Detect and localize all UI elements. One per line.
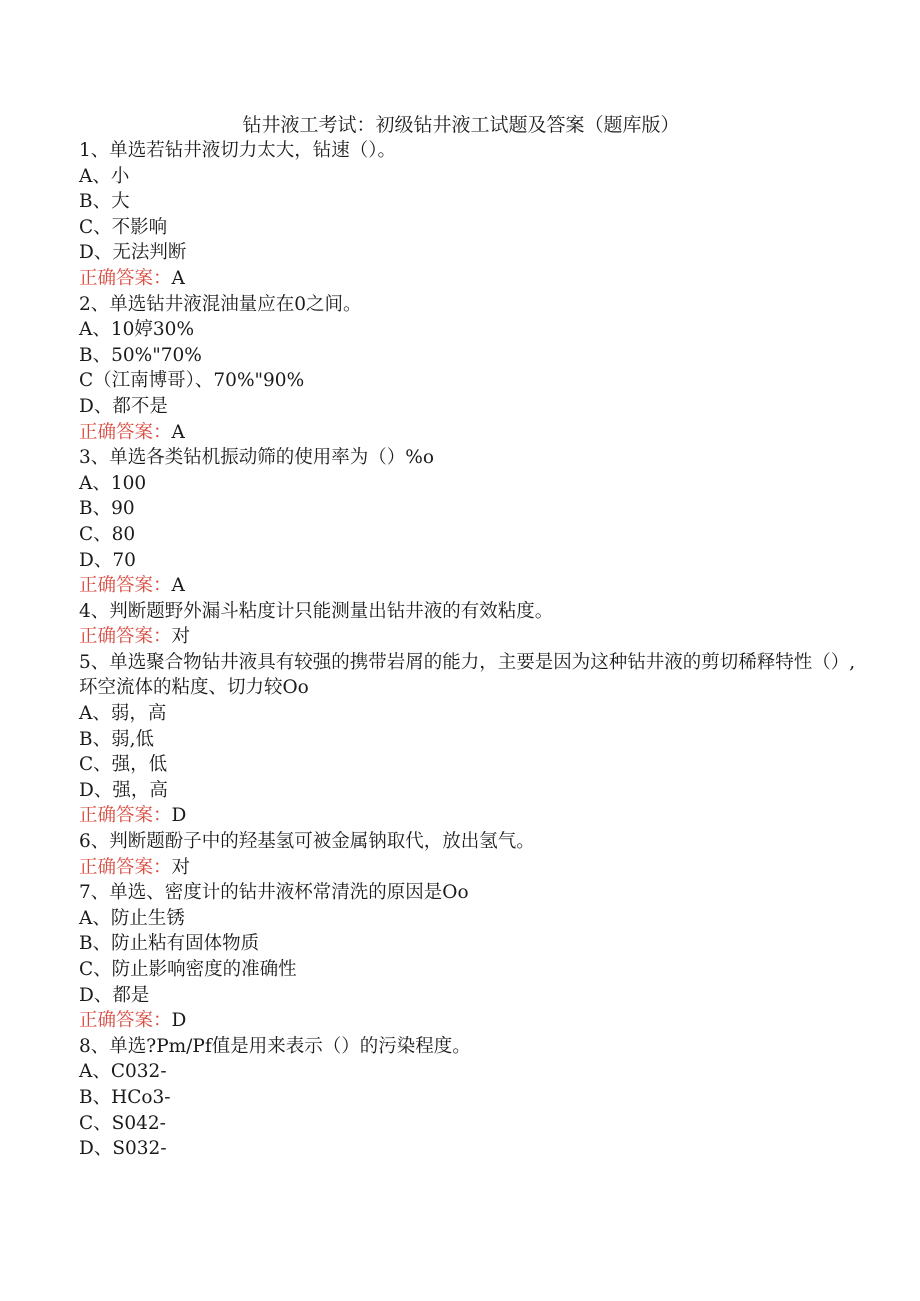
question-option: A、弱，高 <box>79 703 167 725</box>
question-stem: 8、单选?Pm/Pf值是用来表示（）的污染程度。 <box>79 1035 471 1057</box>
question-option: D、强，高 <box>79 779 168 801</box>
question-option: A、C032- <box>79 1061 167 1083</box>
correct-answer <box>79 624 859 650</box>
question-option: D、都是 <box>79 984 150 1006</box>
answer-label: 正确答案： <box>79 267 172 289</box>
answer-label: 正确答案： <box>79 856 172 878</box>
question-option: B、90 <box>79 498 135 520</box>
question-option: C、不影响 <box>79 216 168 238</box>
question-option: B、HCo3- <box>79 1086 171 1108</box>
question-stem: 4、判断题野外漏斗粘度计只能测量出钻井液的有效粘度。 <box>79 600 554 622</box>
question-option: A、防止生锈 <box>79 907 185 929</box>
question-stem: 6、判断题酚子中的羟基氢可被金属钠取代，放出氢气。 <box>79 831 535 853</box>
question-stem: 2、单选钻井液混油量应在0之间。 <box>79 293 362 315</box>
correct-answer <box>79 266 859 292</box>
question-option: D、S032- <box>79 1138 167 1160</box>
question-option: C、防止影响密度的准确性 <box>79 959 297 980</box>
question-stem: 7、单选、密度计的钻井液杯常清洗的原因是Oo <box>79 882 469 904</box>
document-title: 钻井液工考试：初级钻井液工试题及答案（题库版） <box>242 114 680 136</box>
answer-value: 对 <box>171 856 191 878</box>
question-block <box>79 445 859 599</box>
answer-value: A <box>171 267 185 289</box>
question-list <box>79 138 859 1162</box>
question-block <box>79 650 859 829</box>
answer-label: 正确答案： <box>79 626 172 648</box>
question-option: B、大 <box>79 191 130 213</box>
correct-answer <box>79 855 859 881</box>
answer-value: D <box>171 805 187 827</box>
question-option: B、弱,低 <box>79 728 154 750</box>
question-option: D、70 <box>79 549 136 571</box>
question-option: C（江南博哥）、70%"90% <box>79 370 305 392</box>
question-option: A、小 <box>79 165 130 187</box>
question-option: D、无法判断 <box>79 242 187 264</box>
correct-answer <box>79 573 859 599</box>
answer-label: 正确答案： <box>79 1010 172 1032</box>
question-option: C、S042- <box>79 1112 166 1134</box>
question-block <box>79 599 859 650</box>
question-option: D、都不是 <box>79 395 168 417</box>
correct-answer <box>79 420 859 446</box>
answer-value: A <box>171 421 185 443</box>
document-page <box>79 112 859 1162</box>
answer-label: 正确答案： <box>79 575 172 597</box>
question-block <box>79 138 859 292</box>
question-block <box>79 292 859 446</box>
answer-value: 对 <box>171 626 191 648</box>
correct-answer <box>79 1008 859 1034</box>
question-option: A、10婷30% <box>79 319 195 341</box>
question-option: C、强，低 <box>79 754 168 776</box>
question-option: B、50%"70% <box>79 344 202 366</box>
answer-label: 正确答案： <box>79 805 172 827</box>
question-block <box>79 1034 859 1162</box>
question-option: A、100 <box>79 472 147 494</box>
question-option: B、防止粘有固体物质 <box>79 933 260 955</box>
answer-value: D <box>171 1010 187 1032</box>
answer-label: 正确答案： <box>79 421 172 443</box>
question-stem: 5、单选聚合物钻井液具有较强的携带岩屑的能力，主要是因为这种钻井液的剪切稀释特性（）,环空流体的粘度、切力较Oo <box>79 651 856 699</box>
correct-answer <box>79 803 859 829</box>
question-stem: 3、单选各类钻机振动筛的使用率为（）%o <box>79 447 434 469</box>
answer-value: A <box>171 575 185 597</box>
question-option: C、80 <box>79 523 136 545</box>
question-block <box>79 880 859 1034</box>
question-block <box>79 829 859 880</box>
question-stem: 1、单选若钻井液切力太大，钻速（）。 <box>79 140 397 161</box>
